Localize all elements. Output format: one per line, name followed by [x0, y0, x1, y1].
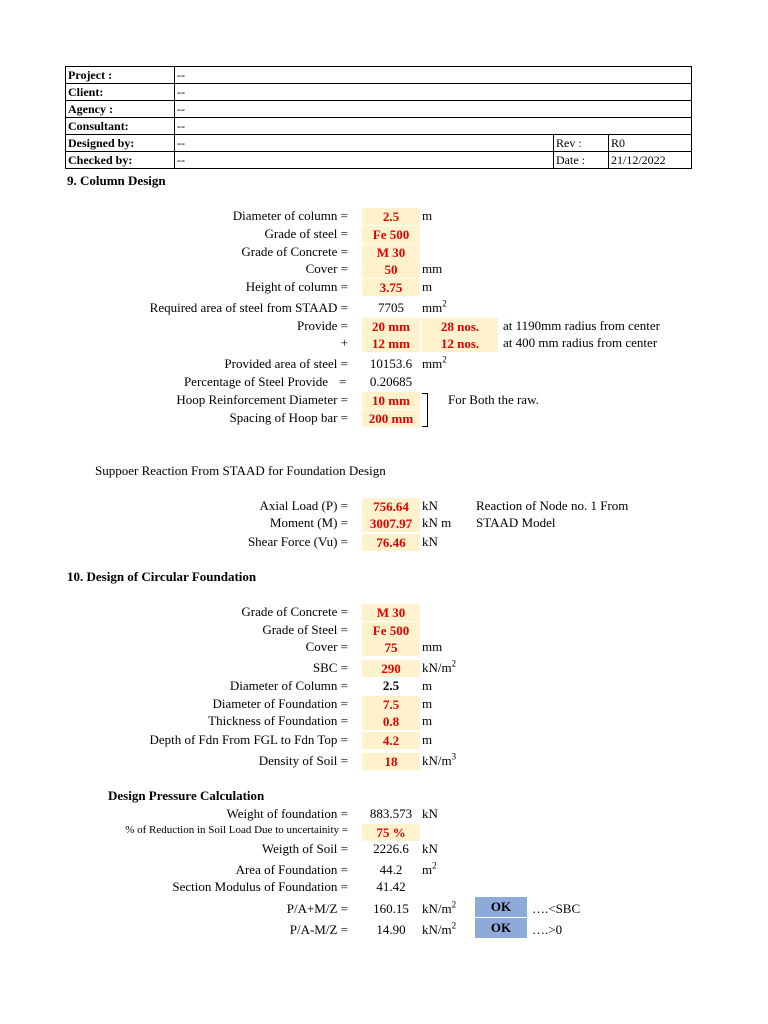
fdn-column-diameter-label: Diameter of Column = — [229, 678, 348, 693]
hoop-diameter-label: Hoop Reinforcement Diameter = — [176, 392, 348, 407]
max-pressure-note: ….<SBC — [532, 901, 581, 916]
shear-unit: kN — [422, 534, 438, 549]
section-modulus-label: Section Modulus of Foundation = — [172, 879, 348, 894]
plus-diameter: 12 mm — [362, 335, 420, 352]
both-rows-note: For Both the raw. — [448, 392, 539, 407]
designed-value: -- — [175, 135, 554, 152]
provide-count: 28 nos. — [422, 318, 498, 335]
moment-unit: kN m — [422, 515, 452, 530]
consultant-value: -- — [175, 118, 692, 135]
checked-value: -- — [175, 152, 554, 169]
reaction-note-1: Reaction of Node no. 1 From — [476, 498, 629, 513]
hoop-diameter-value: 10 mm — [362, 392, 420, 409]
soil-density-label: Density of Soil = — [258, 753, 348, 768]
soil-density-value: 18 — [362, 753, 420, 770]
soil-weight-label: Weigth of Soil = — [261, 841, 348, 856]
reaction-note-2: STAAD Model — [476, 515, 556, 530]
fdn-diameter-label: Diameter of Foundation = — [212, 696, 348, 711]
min-pressure-status: OK — [475, 918, 527, 938]
fdn-cover-unit: mm — [422, 639, 443, 654]
fdn-area-unit: $m^2$ — [422, 860, 437, 877]
plus-note: at 400 mm radius from center — [503, 335, 658, 350]
fdn-cover-value: 75 — [362, 639, 420, 656]
moment-value: 3007.97 — [362, 515, 420, 532]
fdn-weight-label: Weight of foundation = — [226, 806, 348, 821]
fdn-steel-value: Fe 500 — [362, 622, 420, 639]
column-design-title: 9. Column Design — [67, 173, 166, 188]
provided-steel-unit: $mm^2$ — [422, 354, 447, 371]
max-pressure-unit: $kN/m^2$ — [422, 899, 457, 916]
column-diameter-label: Diameter of column = — [232, 208, 348, 223]
soil-weight-value: 2226.6 — [373, 841, 409, 856]
reaction-title: Suppoer Reaction From STAAD for Foundation Design — [95, 463, 386, 478]
fdn-depth-unit: m — [422, 732, 433, 747]
fdn-cover-label: Cover = — [305, 639, 348, 654]
min-pressure-value: 14.90 — [376, 922, 406, 937]
axial-load-label: Axial Load (P) = — [259, 498, 348, 513]
max-pressure-value: 160.15 — [373, 901, 409, 916]
required-steel-label: Required area of steel from STAAD = — [149, 300, 348, 315]
provide-note: at 1190mm radius from center — [503, 318, 660, 333]
cover-value: 50 — [362, 261, 420, 278]
fdn-depth-label: Depth of Fdn From FGL to Fdn Top = — [149, 732, 348, 747]
rev-value: R0 — [609, 135, 692, 152]
fdn-concrete-value: M 30 — [362, 604, 420, 621]
fdn-area-value: 44.2 — [379, 862, 403, 877]
fdn-steel-label: Grade of Steel = — [262, 622, 348, 637]
header-table — [65, 66, 692, 169]
checked-label: Checked by: — [66, 152, 175, 169]
fdn-area-label: Area of Foundation = — [235, 862, 348, 877]
required-steel-unit: $mm^2$ — [422, 298, 447, 315]
min-pressure-label: P/A-M/Z = — [289, 922, 348, 937]
client-label: Client: — [66, 84, 175, 101]
min-pressure-note: ….>0 — [532, 922, 563, 937]
fdn-thickness-label: Thickness of Foundation = — [208, 713, 348, 728]
hoop-spacing-value: 200 mm — [362, 410, 420, 427]
column-height-label: Height of column = — [245, 279, 348, 294]
moment-label: Moment (M) = — [269, 515, 348, 530]
rev-label: Rev : — [554, 135, 609, 152]
shear-label: Shear Force (Vu) = — [247, 534, 348, 549]
axial-load-value: 756.64 — [362, 498, 420, 515]
designed-label: Designed by: — [66, 135, 175, 152]
shear-value: 76.46 — [362, 534, 420, 551]
max-pressure-status: OK — [475, 897, 527, 917]
consultant-label: Consultant: — [66, 118, 175, 135]
concrete-grade-label: Grade of Concrete = — [241, 244, 348, 259]
provide-label: Provide = — [296, 318, 348, 333]
soil-density-unit: $kN/m^3$ — [422, 751, 457, 768]
required-steel-value: 7705 — [378, 300, 404, 315]
column-diameter-unit: m — [422, 208, 433, 223]
fdn-thickness-unit: m — [422, 713, 433, 728]
fdn-diameter-value: 7.5 — [362, 696, 420, 713]
steel-percentage-label: Percentage of Steel Provide — [183, 374, 328, 389]
soil-weight-unit: kN — [422, 841, 438, 856]
cover-label: Cover = — [305, 261, 348, 276]
min-pressure-unit: $kN/m^2$ — [422, 920, 457, 937]
provide-diameter: 20 mm — [362, 318, 420, 335]
steel-percentage-value: 0.20685 — [369, 374, 413, 389]
sbc-value: 290 — [362, 660, 420, 677]
max-pressure-label: P/A+M/Z = — [286, 901, 348, 916]
fdn-weight-value: 883.573 — [369, 806, 413, 821]
sbc-label: SBC = — [312, 660, 348, 675]
reduction-value: 75 % — [362, 824, 420, 841]
fdn-thickness-value: 0.8 — [362, 713, 420, 730]
steel-grade-value: Fe 500 — [362, 226, 420, 243]
client-value: -- — [175, 84, 692, 101]
plus-label: + — [340, 335, 348, 350]
concrete-grade-value: M 30 — [362, 244, 420, 261]
steel-percentage-eq: = — [339, 374, 347, 389]
pressure-title: Design Pressure Calculation — [108, 788, 265, 803]
agency-label: Agency : — [66, 101, 175, 118]
fdn-column-diameter-unit: m — [422, 678, 433, 693]
sbc-unit: $kN/m^2$ — [422, 658, 457, 675]
column-diameter-value: 2.5 — [362, 208, 420, 225]
plus-count: 12 nos. — [422, 335, 498, 352]
fdn-depth-value: 4.2 — [362, 732, 420, 749]
hoop-spacing-label: Spacing of Hoop bar = — [229, 410, 348, 425]
steel-grade-label: Grade of steel = — [264, 226, 348, 241]
fdn-weight-unit: kN — [422, 806, 438, 821]
agency-value: -- — [175, 101, 692, 118]
provided-steel-value: 10153.6 — [369, 356, 413, 371]
axial-load-unit: kN — [422, 498, 438, 513]
project-label: Project : — [66, 67, 175, 84]
date-label: Date : — [554, 152, 609, 169]
fdn-diameter-unit: m — [422, 696, 433, 711]
date-value: 21/12/2022 — [609, 152, 692, 169]
reduction-label: % of Reduction in Soil Load Due to uncertainity = — [125, 824, 348, 836]
fdn-column-diameter-value: 2.5 — [382, 678, 400, 693]
bracket-shape — [422, 393, 428, 427]
provided-steel-label: Provided area of steel = — [224, 356, 348, 371]
foundation-title: 10. Design of Circular Foundation — [67, 569, 257, 584]
column-height-value: 3.75 — [362, 279, 420, 296]
project-value: -- — [175, 67, 692, 84]
column-height-unit: m — [422, 279, 433, 294]
section-modulus-value: 41.42 — [376, 879, 406, 894]
cover-unit: mm — [422, 261, 443, 276]
fdn-concrete-label: Grade of Concrete = — [241, 604, 348, 619]
